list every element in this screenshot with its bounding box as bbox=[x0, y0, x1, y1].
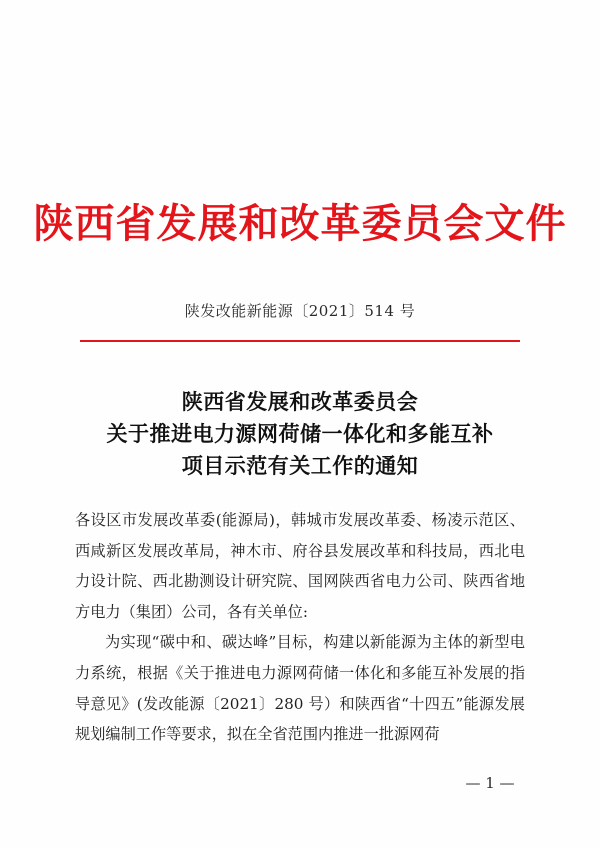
notice-body bbox=[75, 505, 525, 750]
page-number: — 1 — bbox=[465, 774, 515, 792]
notice-title-line-1: 陕西省发展和改革委员会 bbox=[181, 390, 419, 414]
red-divider-line bbox=[80, 340, 520, 342]
notice-title-line-2: 关于推进电力源网荷储一体化和多能互补 bbox=[106, 422, 494, 446]
body-paragraph-1: 为实现“碳中和、碳达峰”目标，构建以新能源为主体的新型电力系统，根据《关于推进电力源网荷储一体化和多能互补发展的指导意见》(发改能源〔2021〕280 号）和陕西省“十四五”能源发展规划编制工作等要求，拟在全省范围内推进一批源网荷 bbox=[75, 633, 525, 744]
masthead-title: 陕西省发展和改革委员会文件 bbox=[33, 200, 567, 247]
addressee-paragraph: 各设区市发展改革委(能源局)，韩城市发展改革委、杨凌示范区、西咸新区发展改革局，神木市、府谷县发展改革和科技局，西北电力设计院、西北勘测设计研究院、国网陕西省电力公司、陕西省地方电力（集团）公司，各有关单位: bbox=[75, 511, 525, 621]
document-number: 陕发改能新能源〔2021〕514 号 bbox=[184, 302, 416, 320]
notice-title-line-3: 项目示范有关工作的通知 bbox=[181, 454, 419, 478]
notice-title bbox=[0, 386, 600, 482]
